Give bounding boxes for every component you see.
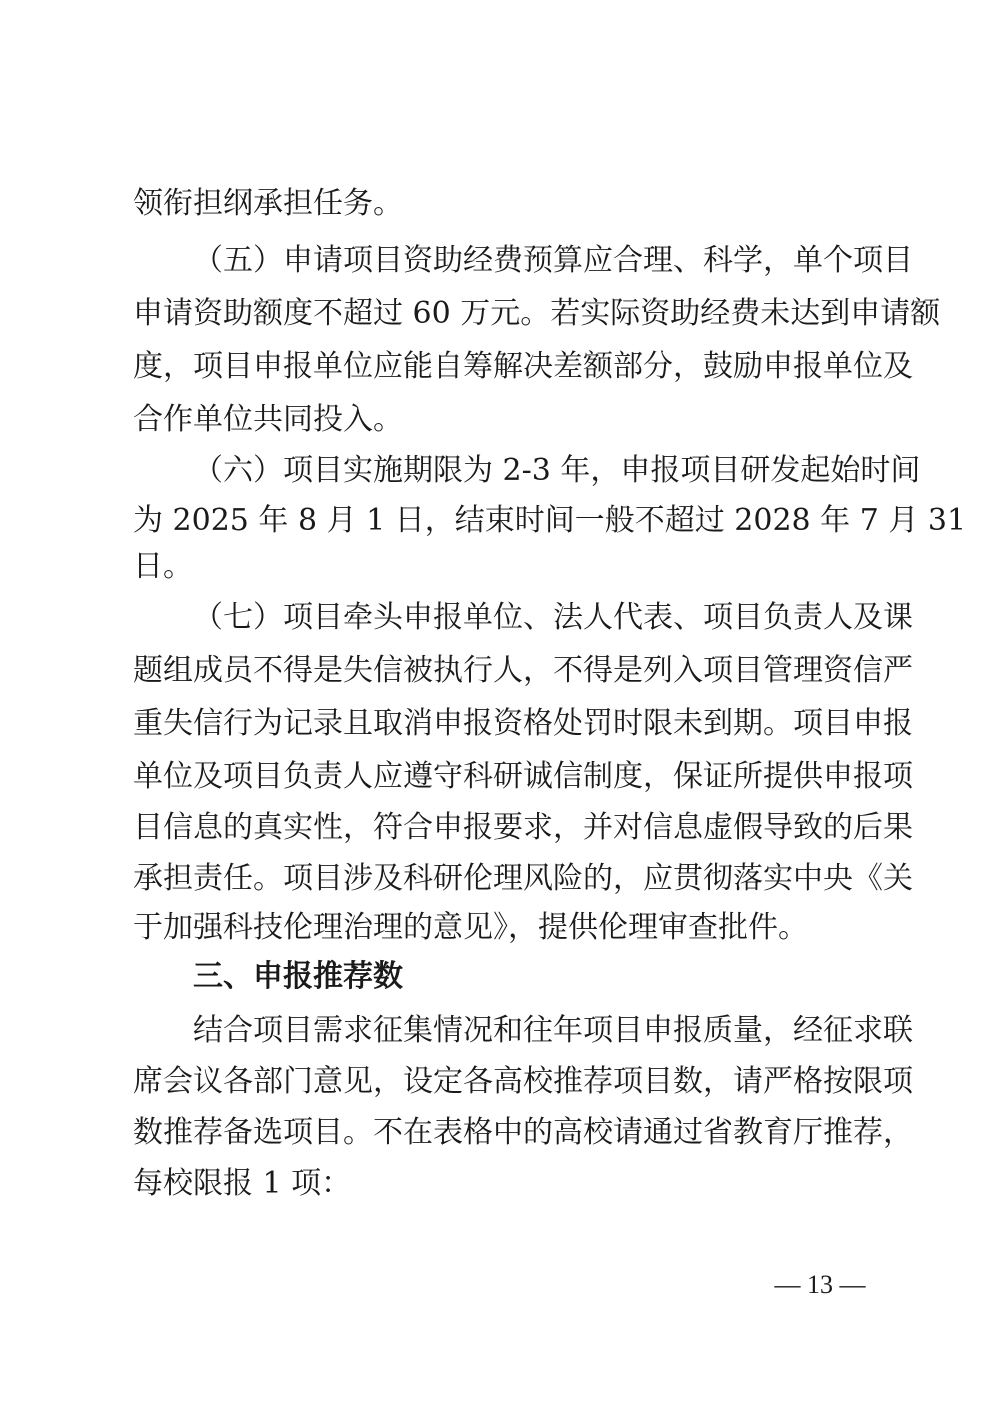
paragraph-line: 申请资助额度不超过 60 万元。若实际资助经费未达到申请额 bbox=[133, 296, 941, 331]
paragraph-line: 度，项目申报单位应能自筹解决差额部分，鼓励申报单位及 bbox=[133, 349, 913, 384]
paragraph-line: 领衔担纲承担任务。 bbox=[133, 186, 403, 221]
paragraph-line: 日。 bbox=[133, 549, 193, 584]
paragraph-line: 目信息的真实性，符合申报要求，并对信息虚假导致的后果 bbox=[133, 810, 913, 845]
paragraph-line: （七）项目牵头申报单位、法人代表、项目负责人及课 bbox=[193, 600, 913, 635]
paragraph-line: 单位及项目负责人应遵守科研诚信制度，保证所提供申报项 bbox=[133, 759, 913, 794]
paragraph-line: 数推荐备选项目。不在表格中的高校请通过省教育厅推荐， bbox=[133, 1115, 913, 1150]
paragraph-line: 重失信行为记录且取消申报资格处罚时限未到期。项目申报 bbox=[133, 706, 913, 741]
paragraph-line: 席会议各部门意见，设定各高校推荐项目数，请严格按限项 bbox=[133, 1064, 913, 1099]
paragraph-line: 每校限报 1 项： bbox=[133, 1166, 352, 1201]
paragraph-line: 合作单位共同投入。 bbox=[133, 402, 403, 437]
paragraph-line: 结合项目需求征集情况和往年项目申报质量，经征求联 bbox=[193, 1013, 913, 1048]
section-heading: 三、申报推荐数 bbox=[193, 959, 403, 994]
page-number: — 13 — bbox=[774, 1270, 866, 1299]
paragraph-line: （六）项目实施期限为 2-3 年，申报项目研发起始时间 bbox=[193, 453, 921, 488]
paragraph-line: （五）申请项目资助经费预算应合理、科学，单个项目 bbox=[193, 243, 913, 278]
paragraph-line: 于加强科技伦理治理的意见》，提供伦理审查批件。 bbox=[133, 910, 808, 945]
paragraph-line: 为 2025 年 8 月 1 日，结束时间一般不超过 2028 年 7 月 31 bbox=[133, 503, 967, 538]
paragraph-line: 题组成员不得是失信被执行人，不得是列入项目管理资信严 bbox=[133, 653, 913, 688]
paragraph-line: 承担责任。项目涉及科研伦理风险的，应贯彻落实中央《关 bbox=[133, 861, 913, 896]
